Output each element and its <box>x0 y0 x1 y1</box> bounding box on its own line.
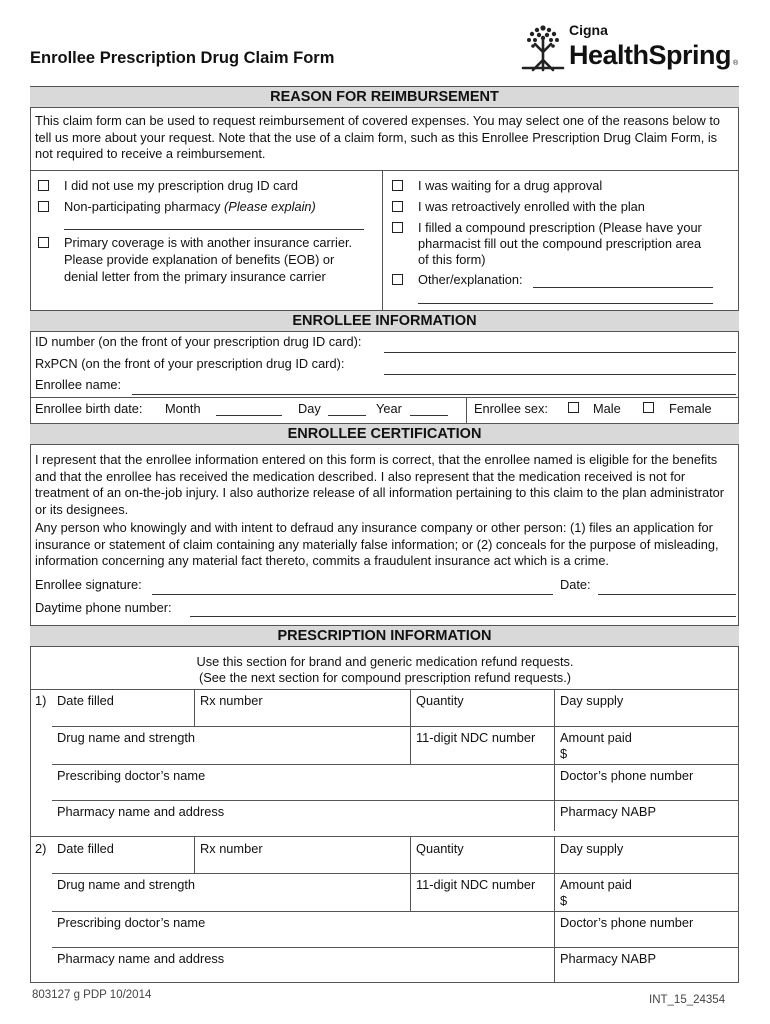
birth-day-label: Day <box>298 401 321 416</box>
birth-month-field[interactable] <box>216 415 282 416</box>
doctor-phone-label: Doctor’s phone number <box>560 915 694 930</box>
section-reason-heading: REASON FOR REIMBURSEMENT <box>30 86 739 108</box>
option-retroactive: I was retroactively enrolled with the plan <box>418 199 645 214</box>
id-number-label: ID number (on the front of your prescription drug ID card): <box>35 334 362 349</box>
divider <box>30 689 739 690</box>
birth-date-label: Enrollee birth date: <box>35 401 143 416</box>
cell-divider <box>194 689 195 726</box>
day-supply-label: Day supply <box>560 693 624 708</box>
rxpcn-label: RxPCN (on the front of your prescription drug ID card): <box>35 356 345 371</box>
option-compound-l3: of this form) <box>418 252 486 267</box>
divider <box>52 764 739 765</box>
other-explanation-line[interactable] <box>533 287 713 288</box>
column-divider <box>382 170 383 310</box>
amount-paid-label: Amount paid <box>560 877 632 892</box>
quantity-label: Quantity <box>416 693 464 708</box>
form-title: Enrollee Prescription Drug Claim Form <box>30 49 335 67</box>
enrollee-name-field[interactable] <box>132 394 736 395</box>
logo-healthspring-text: HealthSpring <box>569 40 732 70</box>
checkbox-retroactive[interactable] <box>392 201 403 212</box>
prescription-intro-l2: (See the next section for compound prescription refund requests.) <box>198 670 572 685</box>
logo-registered-mark: ® <box>733 60 739 67</box>
checkbox-primary-coverage[interactable] <box>38 237 49 248</box>
signature-field[interactable] <box>152 594 553 595</box>
date-field[interactable] <box>598 594 736 595</box>
rxpcn-field[interactable] <box>384 374 736 375</box>
birth-year-label: Year <box>376 401 402 416</box>
divider <box>52 726 739 727</box>
option-no-id-card: I did not use my prescription drug ID card <box>64 178 299 193</box>
certification-para-2: Any person who knowingly and with intent to defraud any insurance company or other person: (1) files an application for insurance or statement of claim containing any materially false information; or (2) conceals for the purpose of misleading, information concerning any material fact thereto, commits a fraudulent insurance act which is a crime. <box>35 520 719 568</box>
checkbox-non-participating[interactable] <box>38 201 49 212</box>
section-certification-heading: ENROLLEE CERTIFICATION <box>30 423 739 445</box>
option-non-participating-label: Non-participating pharmacy <box>64 199 225 214</box>
logo-cigna-text: Cigna <box>569 22 608 38</box>
option-drug-approval: I was waiting for a drug approval <box>418 178 603 193</box>
ndc-label: 11-digit NDC number <box>416 877 536 892</box>
cell-divider <box>554 836 555 983</box>
pharmacy-label: Pharmacy name and address <box>57 804 225 819</box>
checkbox-drug-approval[interactable] <box>392 180 403 191</box>
option-compound-l1: I filled a compound prescription (Please have your <box>418 220 702 235</box>
divider <box>30 836 739 837</box>
checkbox-male[interactable] <box>568 402 579 413</box>
checkbox-compound[interactable] <box>392 222 403 233</box>
rx-number-label: Rx number <box>200 841 263 856</box>
signature-label: Enrollee signature: <box>35 577 142 592</box>
phone-field[interactable] <box>190 616 736 617</box>
rx-block-number: 2) <box>35 841 47 856</box>
divider <box>52 947 739 948</box>
quantity-label: Quantity <box>416 841 464 856</box>
doctor-phone-label: Doctor’s phone number <box>560 768 694 783</box>
phone-label: Daytime phone number: <box>35 600 172 615</box>
divider <box>30 170 739 171</box>
date-filled-label: Date filled <box>57 841 114 856</box>
option-other: Other/explanation: <box>418 272 523 287</box>
rx-number-label: Rx number <box>200 693 263 708</box>
pharmacy-label: Pharmacy name and address <box>57 951 225 966</box>
birth-month-label: Month <box>165 401 201 416</box>
doctor-name-label: Prescribing doctor’s name <box>57 768 206 783</box>
sex-label: Enrollee sex: <box>474 401 548 416</box>
nabp-label: Pharmacy NABP <box>560 804 657 819</box>
other-explanation-line-2[interactable] <box>418 303 713 304</box>
cell-divider <box>554 689 555 831</box>
drug-name-label: Drug name and strength <box>57 877 196 892</box>
checkbox-female[interactable] <box>643 402 654 413</box>
enrollee-name-label: Enrollee name: <box>35 377 122 392</box>
male-label: Male <box>593 401 621 416</box>
option-non-participating-note: (Please explain) <box>224 199 316 214</box>
explain-line[interactable] <box>64 229 364 230</box>
dollar-sign: $ <box>560 746 568 761</box>
certification-para-1: I represent that the enrollee information entered on this form is correct, that the enrollee named is eligible for the benefits and that the enrollee has received the medication described. I also represent that the medication received is not for treatment of an on-the-job injury. I also authorize release of all information pertaining to this claim to the plan administrator or its designees. <box>35 452 725 517</box>
drug-name-label: Drug name and strength <box>57 730 196 745</box>
tree-logo-icon <box>519 24 567 74</box>
divider <box>52 873 739 874</box>
doctor-name-label: Prescribing doctor’s name <box>57 915 206 930</box>
column-divider <box>466 397 467 423</box>
cell-divider <box>194 836 195 873</box>
option-primary-coverage-l2: Please provide explanation of benefits (EOB) or <box>64 252 335 267</box>
rx-block-number: 1) <box>35 693 47 708</box>
option-primary-coverage-l1: Primary coverage is with another insurance carrier. <box>64 235 353 250</box>
reason-intro: This claim form can be used to request reimbursement of covered expenses. You may select one of the reasons below to tell us more about your request. Note that the use of a claim form, such as this Enrollee Prescription Drug Claim Form, is not required to receive a reimbursement. <box>35 113 721 161</box>
female-label: Female <box>669 401 712 416</box>
section-prescription-heading: PRESCRIPTION INFORMATION <box>30 625 739 647</box>
prescription-intro-l1: Use this section for brand and generic medication refund requests. <box>196 654 574 669</box>
dollar-sign: $ <box>560 893 568 908</box>
checkbox-other[interactable] <box>392 274 403 285</box>
option-compound-l2: pharmacist fill out the compound prescription area <box>418 236 702 251</box>
birth-year-field[interactable] <box>410 415 448 416</box>
divider <box>52 800 739 801</box>
birth-day-field[interactable] <box>328 415 366 416</box>
day-supply-label: Day supply <box>560 841 624 856</box>
date-filled-label: Date filled <box>57 693 114 708</box>
cigna-healthspring-logo <box>519 22 744 74</box>
option-non-participating <box>64 199 316 215</box>
section-enrollee-heading: ENROLLEE INFORMATION <box>30 310 739 332</box>
divider <box>30 397 739 398</box>
amount-paid-label: Amount paid <box>560 730 632 745</box>
form-code: 803127 g PDP 10/2014 <box>32 989 152 1001</box>
option-primary-coverage-l3: denial letter from the primary insurance carrier <box>64 269 326 284</box>
id-number-field[interactable] <box>384 352 736 353</box>
nabp-label: Pharmacy NABP <box>560 951 657 966</box>
checkbox-no-id-card[interactable] <box>38 180 49 191</box>
divider <box>52 911 739 912</box>
ndc-label: 11-digit NDC number <box>416 730 536 745</box>
document-id: INT_15_24354 <box>649 994 726 1006</box>
date-label: Date: <box>560 577 591 592</box>
